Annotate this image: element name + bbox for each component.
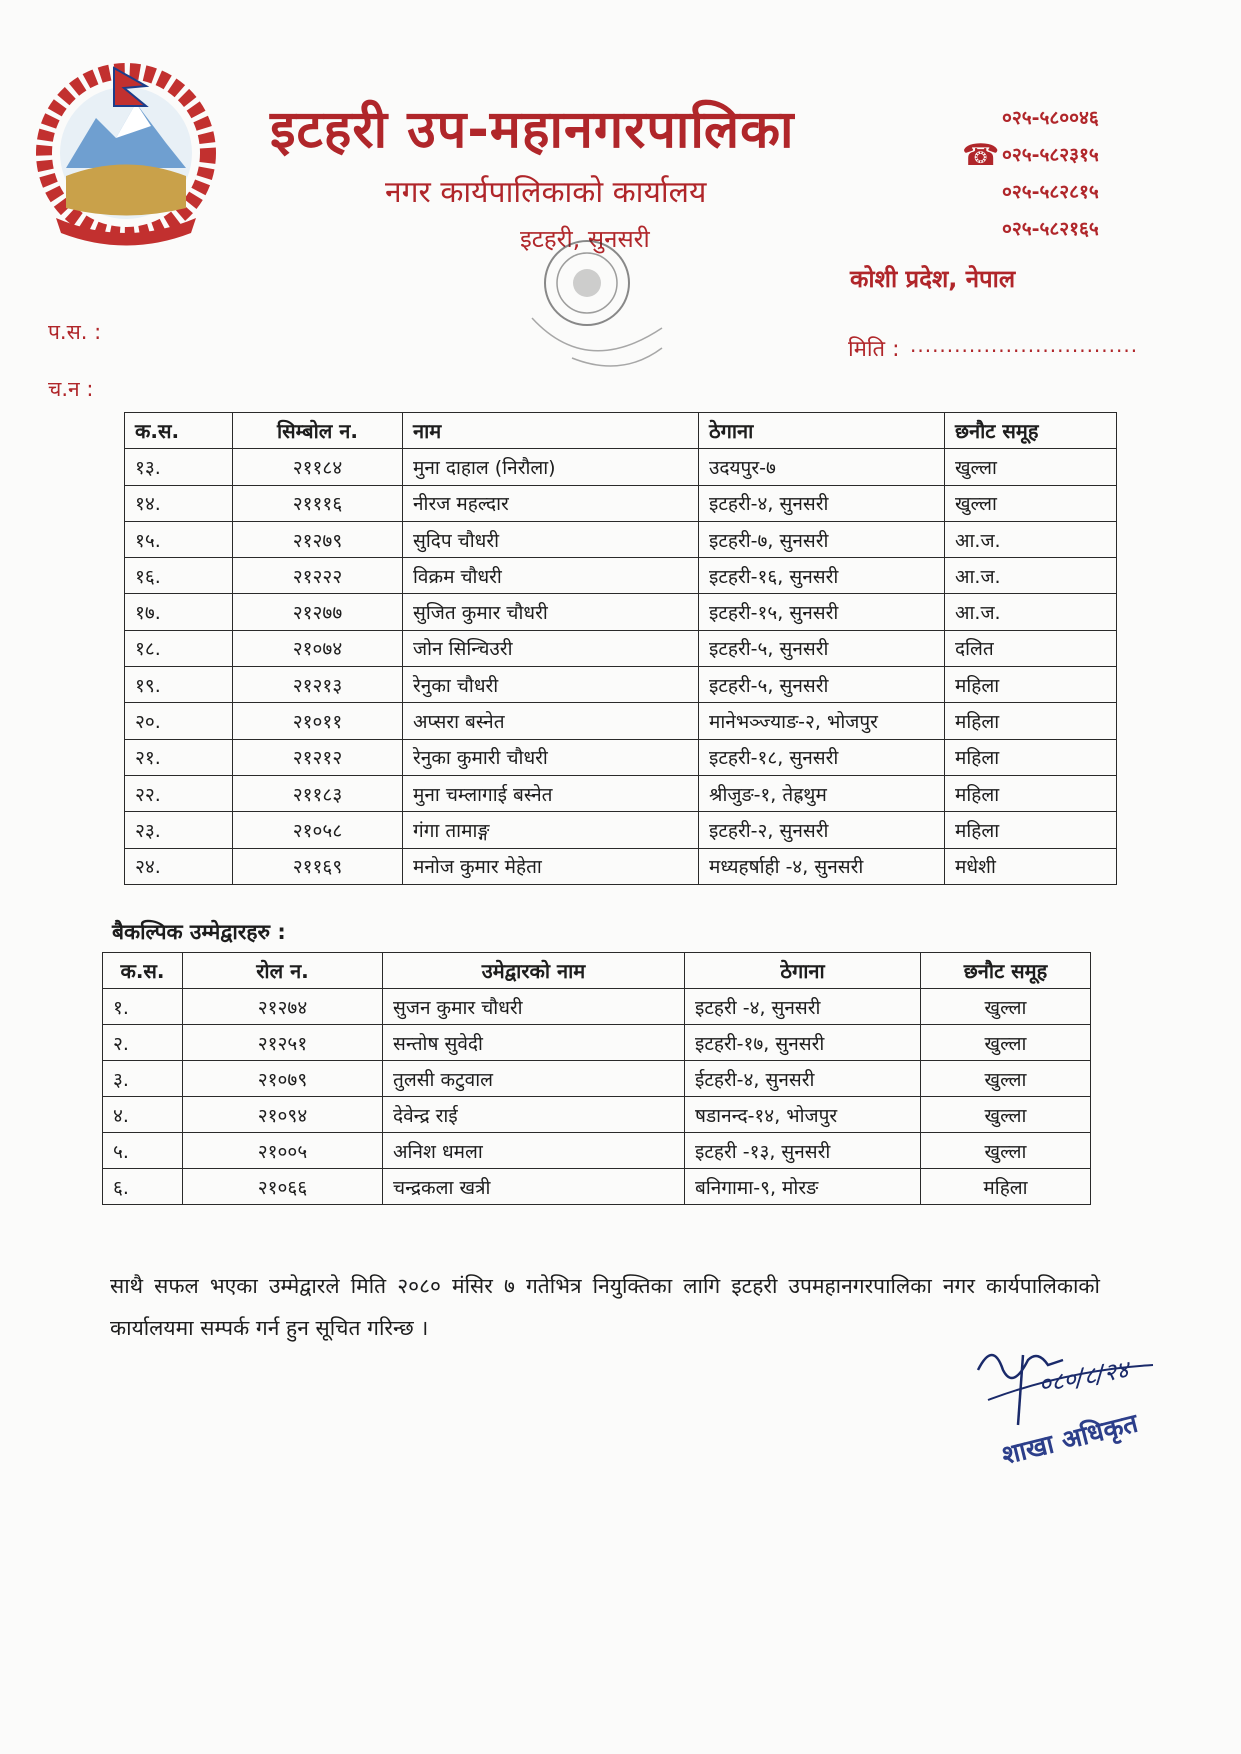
table-cell: अप्सरा बस्नेत (403, 703, 699, 739)
table-cell: ३. (103, 1061, 183, 1097)
table-cell: इटहरी-४, सुनसरी (699, 485, 945, 521)
table-cell: २१०५८ (233, 812, 403, 848)
table-cell: २१२७७ (233, 594, 403, 630)
office-seal-icon (512, 228, 702, 398)
table-cell: इटहरी-१५, सुनसरी (699, 594, 945, 630)
table-cell: चन्द्रकला खत्री (383, 1169, 685, 1205)
table-cell: आ.ज. (945, 594, 1117, 630)
table-cell: २१. (125, 739, 233, 775)
table-cell: महिला (945, 775, 1117, 811)
table-cell: आ.ज. (945, 521, 1117, 557)
table-cell: रेनुका कुमारी चौधरी (403, 739, 699, 775)
nepal-emblem-icon (26, 58, 226, 248)
table-cell: २११६९ (233, 848, 403, 884)
table-row (125, 739, 1117, 775)
table-cell: इटहरी-५, सुनसरी (699, 667, 945, 703)
table-cell: २०. (125, 703, 233, 739)
table-cell: महिला (945, 667, 1117, 703)
table-cell: २२. (125, 775, 233, 811)
office-subtitle: नगर कार्यपालिकाको कार्यालय (385, 175, 707, 210)
column-header: छनौट समूह (921, 953, 1091, 989)
table-cell: २१२७९ (233, 521, 403, 557)
table-cell: मुना चम्लागाई बस्नेत (403, 775, 699, 811)
date-field: ............................... (910, 333, 1139, 357)
table-cell: सुजन कुमार चौधरी (383, 989, 685, 1025)
table-cell: षडानन्द-१४, भोजपुर (685, 1097, 921, 1133)
table-row (125, 703, 1117, 739)
column-header: सिम्बोल न. (233, 413, 403, 449)
table-header-row (125, 413, 1117, 449)
table-cell: मानेभञ्ज्याङ-२, भोजपुर (699, 703, 945, 739)
phone-number: ०२५-५८२१६५ (1002, 218, 1099, 240)
table-cell: इटहरी-५, सुनसरी (699, 630, 945, 666)
table-cell: खुल्ला (921, 1133, 1091, 1169)
column-header: ठेगाना (699, 413, 945, 449)
table-cell: १७. (125, 594, 233, 630)
table-cell: मुना दाहाल (निरौला) (403, 449, 699, 485)
table-cell: रेनुका चौधरी (403, 667, 699, 703)
table-cell: २१००५ (183, 1133, 383, 1169)
table-cell: २१२२२ (233, 558, 403, 594)
alternate-candidates-heading: बैकल्पिक उम्मेद्वारहरु : (112, 920, 286, 944)
selected-candidates-table (124, 412, 1117, 885)
column-header: उमेद्वारको नाम (383, 953, 685, 989)
table-cell: महिला (921, 1169, 1091, 1205)
table-cell: १३. (125, 449, 233, 485)
table-row (125, 449, 1117, 485)
table-cell: तुलसी कटुवाल (383, 1061, 685, 1097)
table-header-row (103, 953, 1091, 989)
table-cell: १४. (125, 485, 233, 521)
table-cell: आ.ज. (945, 558, 1117, 594)
table-cell: १५. (125, 521, 233, 557)
table-cell: जोन सिन्चिउरी (403, 630, 699, 666)
table-cell: खुल्ला (921, 989, 1091, 1025)
column-header: रोल न. (183, 953, 383, 989)
table-cell: खुल्ला (945, 485, 1117, 521)
office-place: इटहरी, सुनसरी (520, 225, 650, 253)
table-cell: इटहरी -४, सुनसरी (685, 989, 921, 1025)
province-label: कोशी प्रदेश, नेपाल (850, 265, 1016, 293)
column-header: छनौट समूह (945, 413, 1117, 449)
table-cell: नीरज महल्दार (403, 485, 699, 521)
date-label: मिति : (848, 337, 900, 362)
table-cell: १. (103, 989, 183, 1025)
table-cell: अनिश धमला (383, 1133, 685, 1169)
table-cell: ईटहरी-४, सुनसरी (685, 1061, 921, 1097)
table-row (103, 1169, 1091, 1205)
table-cell: महिला (945, 739, 1117, 775)
table-cell: महिला (945, 812, 1117, 848)
table-cell: २१२५१ (183, 1025, 383, 1061)
table-cell: देवेन्द्र राई (383, 1097, 685, 1133)
table-cell: खुल्ला (921, 1097, 1091, 1133)
table-cell: इटहरी-१८, सुनसरी (699, 739, 945, 775)
table-row (125, 485, 1117, 521)
municipality-title: इटहरी उप-महानगरपालिका (270, 100, 795, 160)
table-cell: १९. (125, 667, 233, 703)
table-cell: २१०७९ (183, 1061, 383, 1097)
table-row (103, 1025, 1091, 1061)
table-cell: दलित (945, 630, 1117, 666)
table-cell: विक्रम चौधरी (403, 558, 699, 594)
signature-title: शाखा अधिकृत (998, 1408, 1141, 1472)
table-cell: खुल्ला (945, 449, 1117, 485)
table-cell: इटहरी-१७, सुनसरी (685, 1025, 921, 1061)
column-header: क.स. (125, 413, 233, 449)
table-cell: २. (103, 1025, 183, 1061)
ps-label: प.स. : (48, 320, 102, 344)
table-cell: २१०९४ (183, 1097, 383, 1133)
table-cell: २१०७४ (233, 630, 403, 666)
table-cell: गंगा तामाङ्ग (403, 812, 699, 848)
table-cell: २३. (125, 812, 233, 848)
table-cell: ४. (103, 1097, 183, 1133)
table-cell: सुजित कुमार चौधरी (403, 594, 699, 630)
table-row (125, 775, 1117, 811)
alternate-candidates-table (102, 952, 1091, 1205)
table-cell: श्रीजुङ-१, तेह्रथुम (699, 775, 945, 811)
phone-number: ०२५-५८२८१५ (1002, 181, 1099, 203)
table-cell: महिला (945, 703, 1117, 739)
table-cell: १६. (125, 558, 233, 594)
table-row (125, 848, 1117, 884)
phone-icon: ☎ (962, 138, 1000, 173)
table-row (125, 667, 1117, 703)
cn-label: च.न : (48, 377, 94, 401)
table-cell: बनिगामा-९, मोरङ (685, 1169, 921, 1205)
table-cell: २१०६६ (183, 1169, 383, 1205)
table-cell: २११८४ (233, 449, 403, 485)
table-cell: १८. (125, 630, 233, 666)
table-cell: इटहरी-१६, सुनसरी (699, 558, 945, 594)
phone-number: ०२५-५८२३१५ (1002, 144, 1099, 166)
table-cell: २१२१२ (233, 739, 403, 775)
table-cell: २४. (125, 848, 233, 884)
table-cell: २११८३ (233, 775, 403, 811)
table-row (103, 1133, 1091, 1169)
table-row (125, 812, 1117, 848)
table-cell: सुदिप चौधरी (403, 521, 699, 557)
table-cell: मधेशी (945, 848, 1117, 884)
table-cell: ५. (103, 1133, 183, 1169)
table-row (103, 1097, 1091, 1133)
table-row (125, 521, 1117, 557)
table-cell: इटहरी-२, सुनसरी (699, 812, 945, 848)
table-cell: मनोज कुमार मेहेता (403, 848, 699, 884)
table-cell: खुल्ला (921, 1025, 1091, 1061)
table-cell: उदयपुर-७ (699, 449, 945, 485)
notice-paragraph: साथै सफल भएका उम्मेद्वारले मिति २०८० मंसिर ७ गतेभित्र नियुक्तिका लागि इटहरी उपमहानगरपालिका नगर कार्यपालिकाको कार्यालयमा सम्पर्क गर्न हुन सूचित गरिन्छ । (110, 1274, 1100, 1340)
table-row (125, 594, 1117, 630)
phone-number: ०२५-५८००४६ (1002, 107, 1099, 129)
table-cell: २१२१३ (233, 667, 403, 703)
table-row (103, 1061, 1091, 1097)
table-cell: २१२७४ (183, 989, 383, 1025)
table-cell: ६. (103, 1169, 183, 1205)
table-cell: खुल्ला (921, 1061, 1091, 1097)
signature-date: ०८०/८/२४ (1036, 1355, 1131, 1399)
table-cell: मध्यहर्षाही -४, सुनसरी (699, 848, 945, 884)
table-cell: २१११६ (233, 485, 403, 521)
table-row (125, 630, 1117, 666)
table-cell: २१०११ (233, 703, 403, 739)
phone-list (1002, 100, 1099, 248)
column-header: नाम (403, 413, 699, 449)
table-row (125, 558, 1117, 594)
column-header: क.स. (103, 953, 183, 989)
table-cell: सन्तोष सुवेदी (383, 1025, 685, 1061)
table-row (103, 989, 1091, 1025)
column-header: ठेगाना (685, 953, 921, 989)
table-cell: इटहरी -१३, सुनसरी (685, 1133, 921, 1169)
table-cell: इटहरी-७, सुनसरी (699, 521, 945, 557)
